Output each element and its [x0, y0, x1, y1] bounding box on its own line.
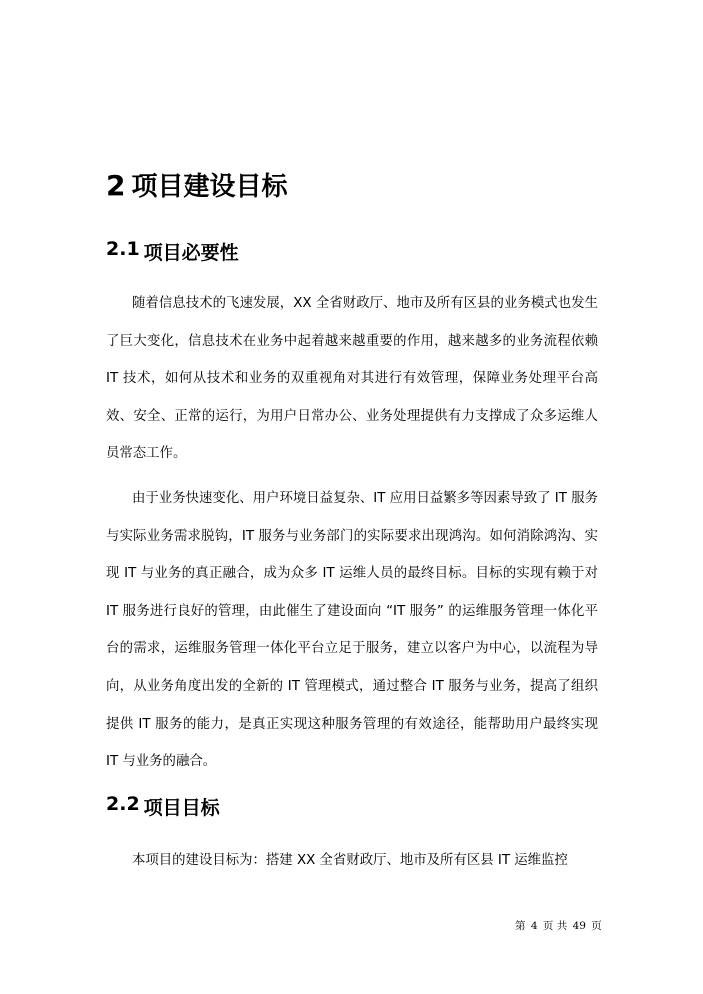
footer-prefix: 第 — [515, 920, 526, 932]
chapter-heading — [106, 168, 288, 205]
footer-middle: 页 共 — [542, 920, 568, 932]
footer-page-number: 4 — [530, 920, 538, 932]
section-heading-2-2 — [106, 794, 220, 822]
page-footer — [514, 919, 603, 933]
section-number: 2.2 — [106, 793, 140, 815]
paragraph-goals-1: 本项目的建设目标为：搭建 XX 全省财政厅、地市及所有区县 IT 运维监控 — [132, 853, 568, 868]
chapter-title: 项目建设目标 — [131, 172, 288, 202]
chapter-number: 2 — [106, 169, 126, 202]
section-title: 项目目标 — [143, 797, 220, 819]
section-title: 项目必要性 — [143, 242, 239, 264]
footer-total-pages: 49 — [572, 920, 586, 932]
section-heading-2-1 — [106, 239, 239, 267]
section-number: 2.1 — [106, 238, 140, 260]
paragraph-necessity-2: 由于业务快速变化、用户环境日益复杂、IT 应用日益繁多等因素导致了 IT 服务与实际业务需求脱钩，IT 服务与业务部门的实际要求出现鸿沟。如何消除鸿沟、实现 IT 与业务的真正融合，成为众多 IT 运维人员的最终目标。目标的实现有赖于对 IT 服务进行良好的管理，由此催生了建设面向 “IT 服务” 的运维服务管理一体化平台的需求，运维服务管理一体化平台立足于服务，建立以客户为中心，以流程为导向，从业务角度出发的全新的 IT 管理模式，通过整合 IT 服务与业务，提高了组织提供 IT 服务的能力，是真正实现这种服务管理的有效途径，能帮助用户最终实现 IT 与业务的融合。 — [106, 491, 598, 770]
footer-suffix: 页 — [591, 920, 602, 932]
paragraph-necessity-1: 随着信息技术的飞速发展，XX 全省财政厅、地市及所有区县的业务模式也发生了巨大变化，信息技术在业务中起着越来越重要的作用，越来越多的业务流程依赖 IT 技术，如何从技术和业务的双重视角对其进行有效管理，保障业务处理平台高效、安全、正常的运行，为用户日常办公、业务处理提供有力支撑成了众多运维人员常态工作。 — [106, 296, 598, 462]
